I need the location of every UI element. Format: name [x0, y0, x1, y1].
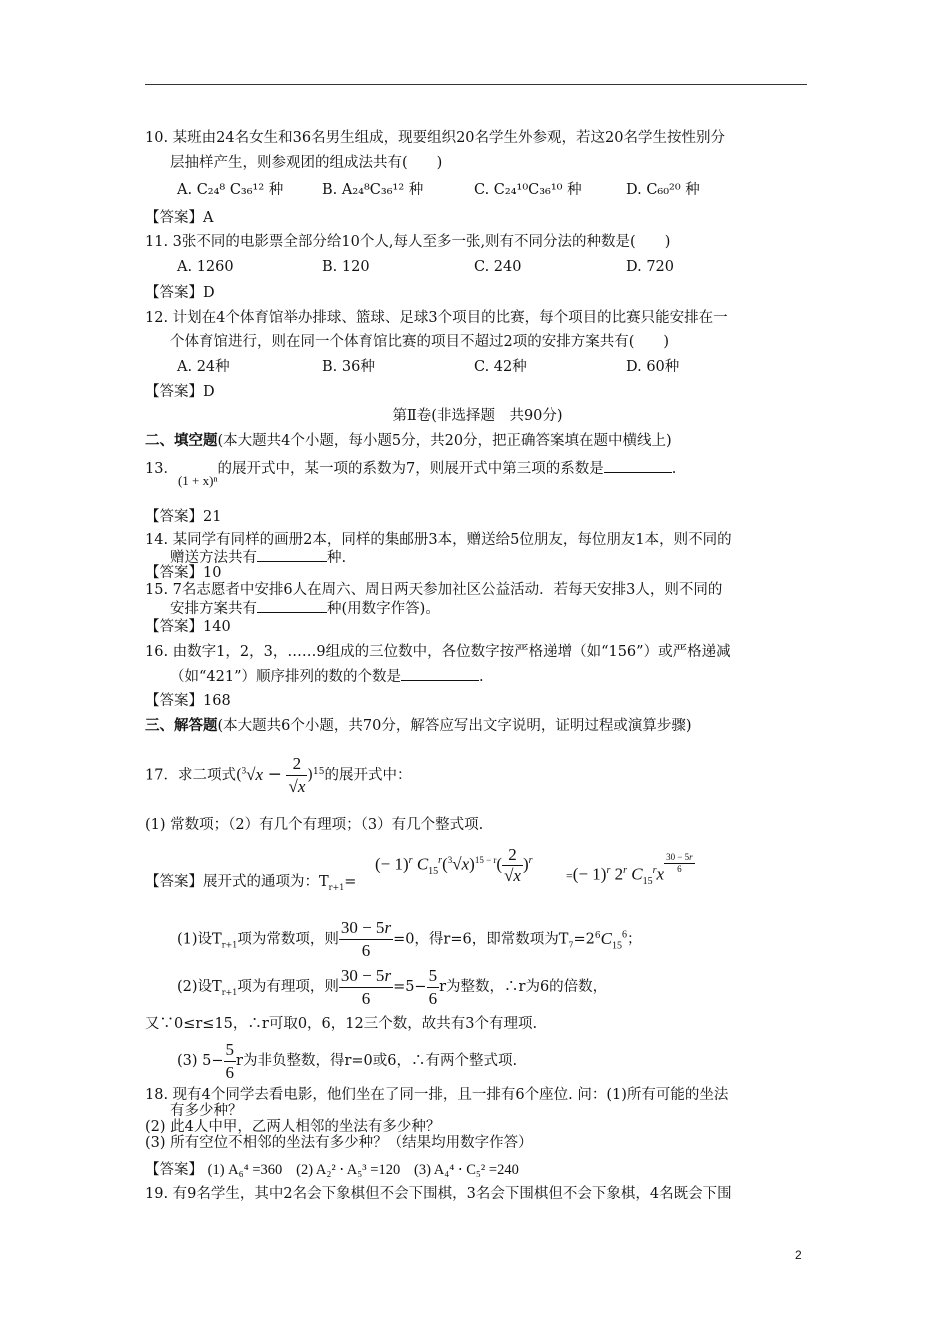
q17-step1-text-c: =0，得r=6，即常数项为T: [393, 931, 569, 948]
q13-number: 13．: [145, 461, 178, 477]
q13-expression: (1 + x)ⁿ: [177, 473, 218, 488]
q16-answer-blank: [401, 666, 479, 681]
q12-stem-line2: 个体育馆进行，则在同一个体育馆比赛的项目不超过2项的安排方案共有( ): [170, 334, 670, 350]
fraction-2-over-sqrt-x: $\frac{2}{√x}$: [288, 754, 306, 797]
q18-answer-2: (2) A₂² ⋅ A₅³ =120: [296, 1162, 401, 1178]
q17-stem: [145, 743, 810, 799]
q16-text-b: .: [479, 669, 484, 685]
q13-period: .: [671, 461, 677, 477]
q17-step2-text-b: 项为有理项，则: [237, 979, 339, 995]
q10-option-a: A. C₂₄⁸ C₃₆¹² 种: [177, 182, 284, 198]
q17-exponent: 15: [313, 766, 325, 777]
q11-stem: 11. 3张不同的电影票全部分给10个人,每人至多一张,则有不同分法的种数是( ): [145, 234, 671, 250]
q17-step2-text-c: =5−: [393, 979, 427, 995]
q18-answer-label: 【答案】: [145, 1162, 203, 1178]
section2-instructions: (本大题共4个小题，每小题5分，共20分，把正确答案填在题中横线上): [217, 433, 672, 449]
q17-general-term-formula: (− 1)$^r$ $C_{15}^r(^3√x)^{15 - r}$( $\frac{2}{√x}$ )$^r$: [375, 845, 533, 886]
q17-answer-subscript: r+1: [328, 882, 345, 892]
q13-answer-blank: [604, 458, 672, 473]
q17-answer-equals: =: [344, 874, 357, 890]
section2-label: 二、填空题: [145, 432, 218, 449]
q17-subquestions: (1) 常数项；（2）有几个有理项；（3）有几个整式项.: [145, 817, 484, 833]
cube-root-x: $^3$√x: [241, 764, 263, 784]
q11-option-a: A. 1260: [177, 259, 234, 275]
section3-instructions: (本大题共6个小题，共70分，解答应写出文字说明，证明过程或演算步骤): [217, 718, 692, 734]
minus-sign: −: [267, 764, 282, 785]
section3-heading: [145, 716, 810, 736]
q14-text-b: 种.: [327, 550, 347, 566]
q17-general-term-simplified: =(− 1)$^r$ 2$^r$ $C_{15}^rx$ $\frac{30 - 5r}{6}$: [566, 852, 693, 888]
q15-stem-line1: 15. 7名志愿者中安排6人在周六、周日两天参加社区公益活动．若每天安排3人，则不同的: [145, 582, 723, 598]
q15-text-b: 种(用数字作答)。: [327, 601, 440, 617]
q18-stem-line4: (3) 所有空位不相邻的坐法有多少种？（结果均用数字作答）: [145, 1135, 533, 1151]
q12-option-d: D. 60种: [626, 359, 680, 375]
q13-text: 的展开式中，某一项的系数为7，则展开式中第三项的系数是: [217, 461, 604, 477]
q12-option-b: B. 36种: [322, 359, 375, 375]
q13-stem: [145, 458, 810, 488]
q17-answer-label: [145, 872, 810, 898]
q17-step2-text-a: (2)设T: [177, 979, 222, 995]
q15-stem-line2: [170, 598, 835, 619]
q17-step3-text-a: (3) 5−: [177, 1053, 224, 1069]
q12-option-a: A. 24种: [177, 359, 230, 375]
q15-text-a: 安排方案共有: [170, 601, 257, 617]
q16-stem-line1: 16. 由数字1，2，3，……9组成的三位数中，各位数字按严格递增（如“156”）或严格递减: [145, 644, 731, 660]
q18-stem-line2: 有多少种？: [170, 1103, 243, 1119]
q17-step2-text-d: r为整数，∴r为6的倍数，: [439, 979, 608, 995]
q12-answer: 【答案】D: [145, 384, 215, 400]
q14-stem-line1: 14. 某同学有同样的画册2本，同样的集邮册3本，赠送给5位朋友，每位朋友1本，则不同的: [145, 532, 732, 548]
q11-option-d: D. 720: [626, 259, 675, 275]
q16-text-a: （如“421”）顺序排列的数的个数是: [170, 669, 402, 685]
q17-text-a: 17．求二项式(: [145, 767, 242, 784]
q14-answer-blank: [257, 547, 327, 562]
q18-answer-1: (1) A₆⁴ =360: [207, 1162, 283, 1178]
q17-step1-text-d: =2: [573, 931, 595, 948]
q15-answer-blank: [257, 598, 327, 613]
q16-stem-line2: [170, 666, 835, 687]
q11-answer: 【答案】D: [145, 285, 215, 301]
q10-stem-line1: 10. 某班由24名女生和36名男生组成，现要组织20名学生外参观，若这20名学生按性别分: [145, 130, 725, 146]
q17-step1-text-e: ；: [626, 931, 642, 948]
q12-option-c: C. 42种: [474, 359, 527, 375]
q14-answer: 【答案】10: [145, 565, 222, 581]
q17-step3: (3) 5− $\frac{5}{6}$ r为非负整数，得r=0或6，∴有两个整式项.: [177, 1039, 518, 1082]
q13-answer: 【答案】21: [145, 509, 222, 525]
q16-answer: 【答案】168: [145, 693, 231, 709]
q18-stem-line1: 18. 现有4个同学去看电影，他们坐在了同一排，且一排有6个座位. 问：(1)所有可能的坐法: [145, 1087, 729, 1103]
q17-step1-text-b: 项为常数项，则: [237, 931, 339, 948]
section2-heading: [145, 431, 810, 451]
q10-option-b: B. A₂₄⁸C₃₆¹² 种: [322, 182, 424, 198]
q17-step2-conclusion: 又∵0≤r≤15，∴r可取0，6，12三个数，故共有3个有理项.: [145, 1016, 538, 1032]
q11-option-b: B. 120: [322, 259, 370, 275]
q19-stem-line1: 19. 有9名学生，其中2名会下象棋但不会下围棋，3名会下围棋但不会下象棋，4名既会下围: [145, 1186, 732, 1202]
q17-answer-text: 【答案】展开式的通项为：T: [145, 874, 329, 890]
part2-title: 第Ⅱ卷(非选择题 共90分): [392, 408, 563, 424]
q17-step3-text-b: r为非负整数，得r=0或6，∴有两个整式项.: [236, 1053, 518, 1069]
q18-answer-3: (3) A₄⁴ ⋅ C₅² =240: [414, 1162, 519, 1178]
q17-step1-text-a: (1)设T: [177, 931, 222, 948]
q18-stem-line3: (2) 此4人中甲，乙两人相邻的坐法有多少种？: [145, 1119, 441, 1135]
q14-text-a: 赠送方法共有: [170, 550, 257, 566]
q10-option-c: C. C₂₄¹⁰C₃₆¹⁰ 种: [474, 182, 582, 198]
section3-label: 三、解答题: [145, 717, 218, 734]
q12-stem-line1: 12. 计划在4个体育馆举办排球、篮球、足球3个项目的比赛，每个项目的比赛只能安排在一: [145, 310, 728, 326]
q10-answer: 【答案】A: [145, 210, 214, 226]
q17-text-c: 的展开式中：: [324, 767, 412, 784]
page-number: 2: [795, 1248, 802, 1262]
q10-option-d: D. C₆₀²⁰ 种: [626, 182, 700, 198]
q10-stem-line2: 层抽样产生，则参观团的组成法共有( ): [170, 155, 443, 171]
q17-step2: (2)设$T_{r+1}$项为有理项，则 $\frac{30 - 5r}{6}$ =5− $\frac{5}{6}$ r为整数，∴r为6的倍数，: [177, 965, 608, 1008]
q17-close-paren: ): [307, 767, 314, 784]
q18-answer: [145, 1160, 810, 1180]
q15-answer: 【答案】140: [145, 619, 231, 635]
header-rule: [145, 84, 807, 85]
q11-option-c: C. 240: [474, 259, 522, 275]
q17-step1: (1)设$T_{r+1}$项为常数项，则 $\frac{30 - 5r}{6}$ =0，得r=6，即常数项为$T_7=2^6C_{15}^6$；: [177, 918, 642, 961]
